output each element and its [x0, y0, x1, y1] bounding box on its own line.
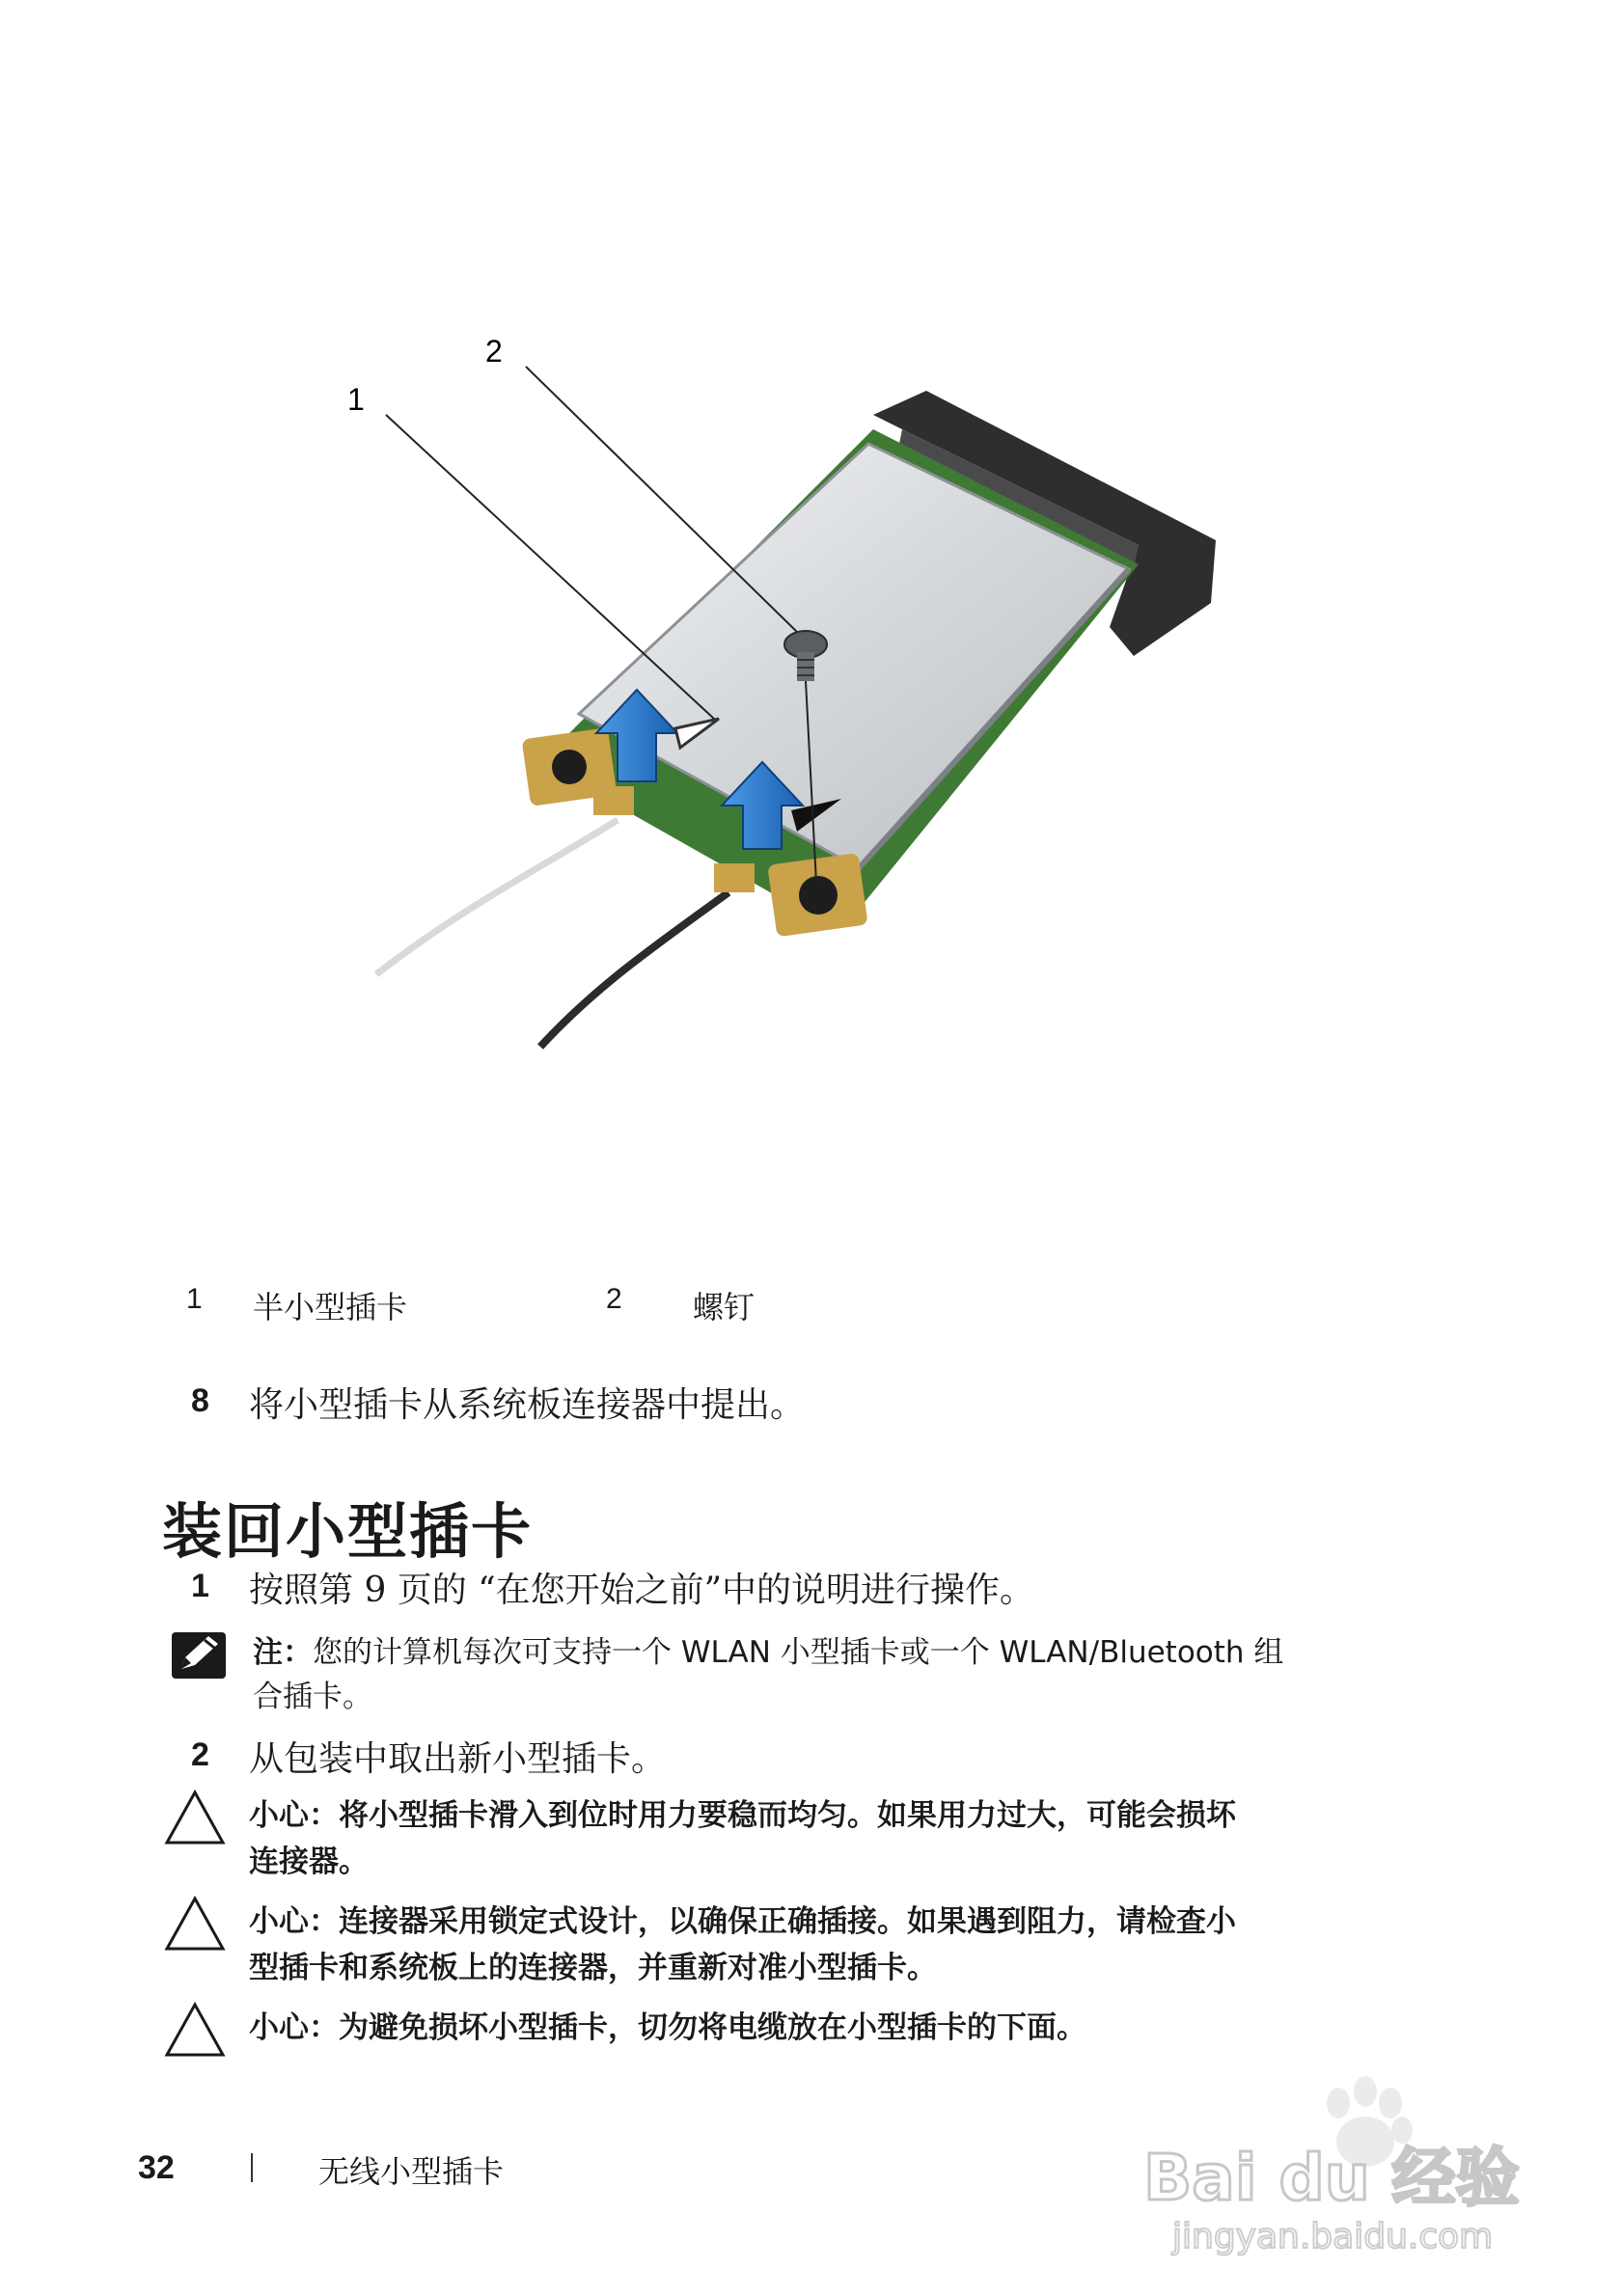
footer-separator — [251, 2153, 253, 2182]
footer-chapter-title: 无线小型插卡 — [318, 2153, 505, 2190]
antenna-connector-2 — [714, 863, 755, 892]
section-heading: 装回小型插卡 — [162, 1496, 534, 1567]
note-line-1 — [253, 1630, 1507, 1675]
callout-2-leader — [526, 367, 797, 632]
step-number: 2 — [191, 1736, 209, 1773]
caution-line: 连接器。 — [249, 1845, 369, 1879]
mounting-tab-right — [767, 853, 868, 937]
callout-2-number: 2 — [485, 334, 503, 369]
step-text: 从包装中取出新小型插卡。 — [249, 1739, 667, 1779]
caution-line: 小心：为避免损坏小型插卡，切勿将电缆放在小型插卡的下面。 — [249, 2010, 1086, 2045]
pencil-note-icon — [170, 1630, 228, 1681]
baidu-watermark — [1134, 2064, 1539, 2257]
legend-label-1: 半小型插卡 — [253, 1289, 408, 1326]
step-text: 按照第 9 页的 “在您开始之前”中的说明进行操作。 — [249, 1571, 1035, 1610]
antenna-cable-white — [376, 820, 618, 974]
warning-triangle-icon — [164, 1790, 226, 1845]
antenna-cable-black — [540, 892, 728, 1047]
legend-label-2: 螺钉 — [693, 1289, 756, 1326]
legend-number-1: 1 — [186, 1283, 203, 1315]
warning-triangle-icon — [164, 1896, 226, 1952]
legend-number-2: 2 — [606, 1283, 622, 1315]
caution-line: 型插卡和系统板上的连接器，并重新对准小型插卡。 — [249, 1951, 937, 1985]
note-block — [253, 1630, 1507, 1719]
note-line-2: 合插卡。 — [253, 1680, 372, 1714]
watermark-url: jingyan.baidu.com — [1172, 2217, 1494, 2256]
step-text: 将小型插卡从系统板连接器中提出。 — [249, 1385, 806, 1425]
caution-block — [249, 2005, 1503, 2051]
callout-1-number: 1 — [347, 382, 365, 417]
step-number: 1 — [191, 1568, 209, 1604]
step-number: 8 — [191, 1382, 209, 1419]
callout-1-leader — [386, 415, 714, 719]
caution-line: 小心：将小型插卡滑入到位时用力要稳而均匀。如果用力过大，可能会损坏 — [249, 1798, 1236, 1833]
note-text: 您的计算机每次可支持一个 WLAN 小型插卡或一个 WLAN/Bluetooth 组 — [313, 1635, 1284, 1670]
caution-block — [249, 1792, 1503, 1885]
antenna-connector-1 — [593, 786, 634, 815]
warning-triangle-icon — [164, 2002, 226, 2058]
watermark-brand: Bai du 经验 — [1143, 2141, 1520, 2215]
note-label: 注： — [253, 1635, 313, 1670]
caution-block — [249, 1899, 1503, 1991]
caution-line: 小心：连接器采用锁定式设计，以确保正确插接。如果遇到阻力，请检查小 — [249, 1904, 1236, 1939]
page-number: 32 — [138, 2149, 175, 2186]
